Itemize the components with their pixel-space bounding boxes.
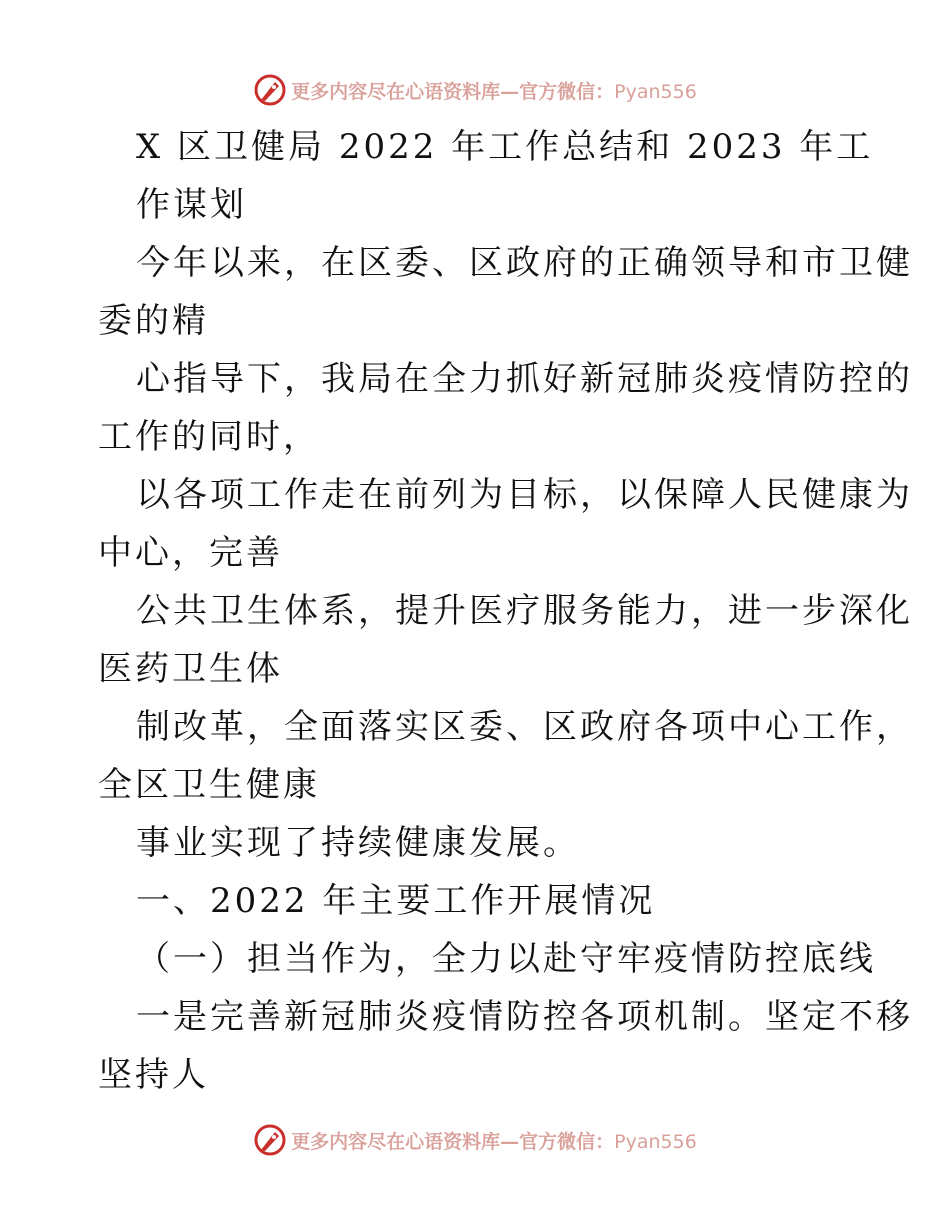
paragraph-line: 制改革，全面落实区委、区政府各项中心工作， <box>136 707 913 747</box>
paragraph-line: 以各项工作走在前列为目标，以保障人民健康为 <box>136 475 913 515</box>
paragraph-line: 心指导下，我局在全力抓好新冠肺炎疫情防控的 <box>136 359 913 399</box>
paragraph-line: 全区卫生健康 <box>98 765 320 805</box>
paragraph-line: 委的精 <box>98 301 209 341</box>
paragraph-line: 医药卫生体 <box>98 649 283 689</box>
watermark-text: 更多内容尽在心语资料库—官方微信：Pyan556 <box>291 1130 697 1153</box>
document-title-line-2: 作谋划 <box>136 185 247 225</box>
watermark-banner-top <box>0 70 950 110</box>
watermark-text: 更多内容尽在心语资料库—官方微信：Pyan556 <box>291 80 697 103</box>
document-title-line-1: X 区卫健局 2022 年工作总结和 2023 年工 <box>136 127 874 167</box>
paragraph-line: 工作的同时， <box>98 417 320 457</box>
pen-nib-logo-icon <box>253 1123 287 1157</box>
pen-nib-logo-icon <box>253 73 287 107</box>
paragraph-line: 公共卫生体系，提升医疗服务能力，进一步深化 <box>136 591 913 631</box>
document-body <box>98 118 913 1104</box>
paragraph-line: 事业实现了持续健康发展。 <box>136 823 580 863</box>
paragraph-line: 今年以来，在区委、区政府的正确领导和市卫健 <box>136 243 913 283</box>
paragraph-line: 一是完善新冠肺炎疫情防控各项机制。坚定不移 <box>136 997 913 1037</box>
paragraph-line: 坚持人 <box>98 1055 209 1095</box>
subsection-heading: （一）担当作为，全力以赴守牢疫情防控底线 <box>136 939 876 979</box>
section-heading: 一、2022 年主要工作开展情况 <box>136 881 656 921</box>
watermark-banner-bottom <box>0 1120 950 1160</box>
paragraph-line: 中心，完善 <box>98 533 283 573</box>
